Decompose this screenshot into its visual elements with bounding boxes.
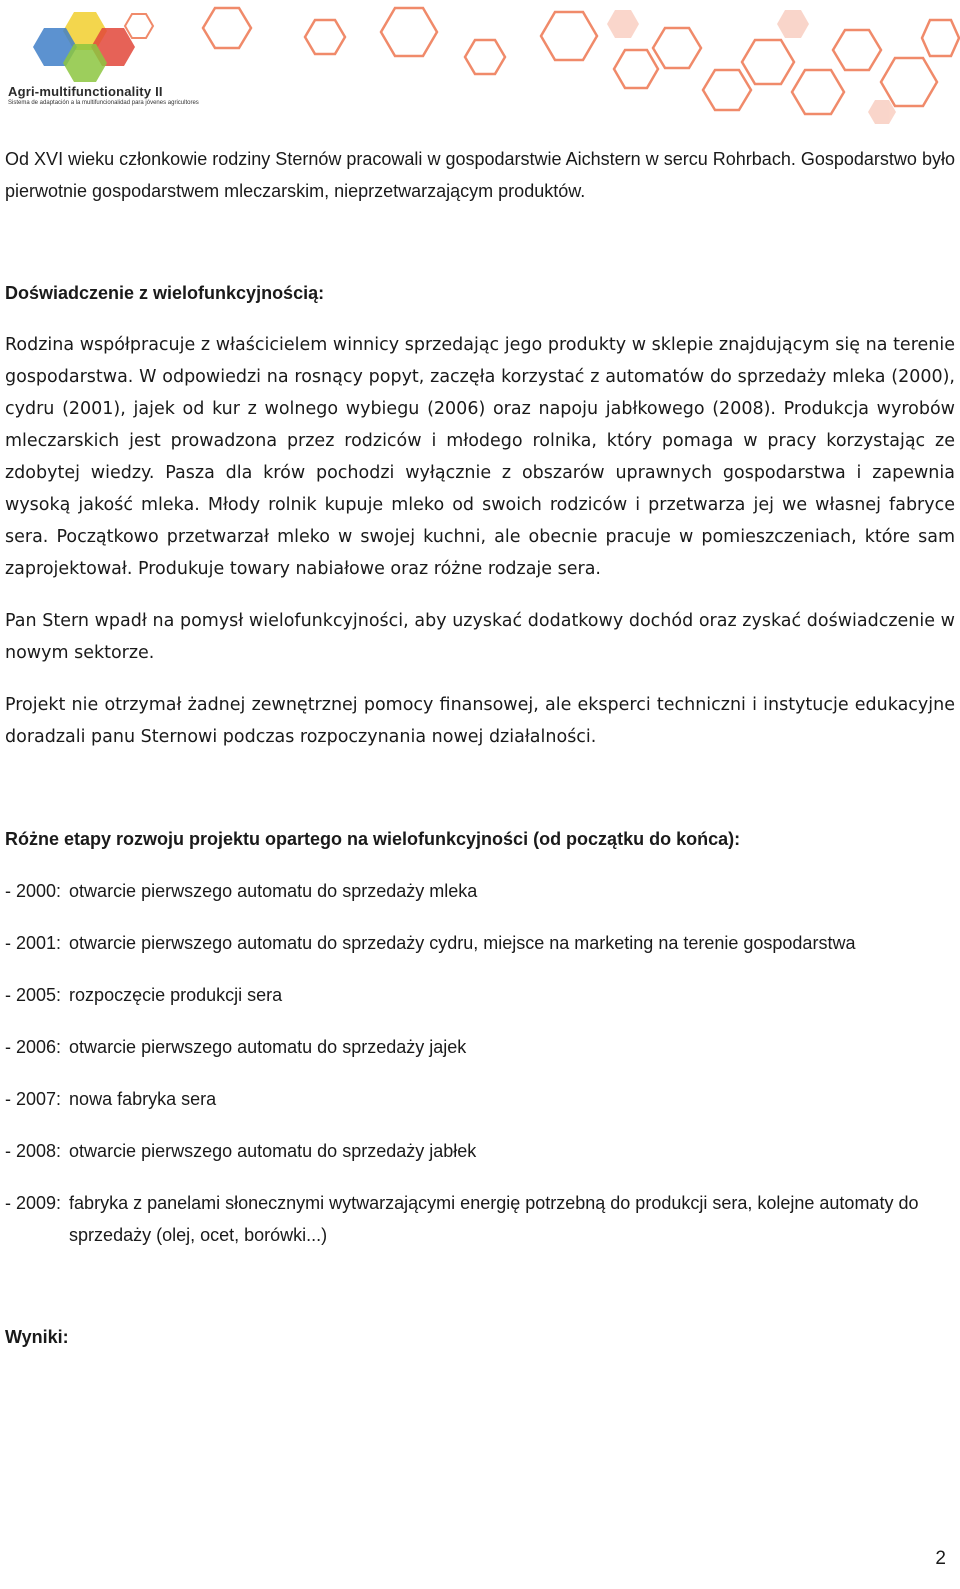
experience-paragraph-1: Rodzina współpracuje z właścicielem winnicy sprzedając jego produkty w sklepie znajdującym się na terenie gospodarstwa. W odpowiedzi na rosnący popyt, zaczęła korzystać z automatów do sprzedaży mleka (2000), cydru (2001), jajek od kur z wolnego wybiegu (2006) oraz napoju jabłkowego (2008). Produkcja wyrobów mleczarskich jest prowadzona przez rodziców i młodego rolnika, który pomaga w pracy korzystając ze zdobytej wiedzy. Pasza dla krów pochodzi wyłącznie z obszarów uprawnych gospodarstwa i zapewnia wysoką jakość mleka. Młody rolnik kupuje mleko od swoich rodziców i przetwarza jej we własnej fabryce sera. Początkowo przetwarzał mleko w swojej kuchni, ale obecnie pracuje w pomieszczeniach, które sam zaprojektował. Produkuje towary nabiałowe oraz różne rodzaje sera. <box>5 335 955 579</box>
experience-heading: Doświadczenie z wielofunkcyjnością: <box>5 283 325 303</box>
stage-year: - 2006: <box>5 1037 62 1057</box>
stage-item <box>5 875 955 907</box>
stage-text: otwarcie pierwszego automatu do sprzedaży jajek <box>69 1037 467 1057</box>
logo-tagline: Sistema de adaptación a la multifuncionalidad para jóvenes agricultores <box>8 100 199 106</box>
stage-year: - 2005: <box>5 985 62 1005</box>
stage-text: nowa fabryka sera <box>69 1089 217 1109</box>
stage-item <box>5 1031 955 1063</box>
agri-multifunctionality-logo <box>4 4 204 122</box>
stage-item <box>5 927 955 959</box>
logo-title: Agri-multifunctionality II <box>8 84 163 99</box>
stage-year: - 2000: <box>5 881 62 901</box>
stage-year: - 2008: <box>5 1141 62 1161</box>
page-header <box>0 0 960 125</box>
stage-text: fabryka z panelami słonecznymi wytwarzającymi energię potrzebną do produkcji sera, kolejne automaty do sprzedaży (olej, ocet, borówki...) <box>69 1193 919 1245</box>
experience-paragraph-2: Pan Stern wpadł na pomysł wielofunkcyjności, aby uzyskać dodatkowy dochód oraz zyskać doświadczenie w nowym sektorze. <box>5 611 955 663</box>
stage-year: - 2001: <box>5 933 62 953</box>
stage-text: otwarcie pierwszego automatu do sprzedaży jabłek <box>69 1141 477 1161</box>
stage-item <box>5 1083 955 1115</box>
decorative-hexagons-icon <box>195 0 960 125</box>
stage-item <box>5 1135 955 1167</box>
experience-paragraph-3: Projekt nie otrzymał żadnej zewnętrznej pomocy finansowej, ale eksperci techniczni i instytucje edukacyjne doradzali panu Sternowi podczas rozpoczynania nowej działalności. <box>5 695 955 747</box>
stage-text: otwarcie pierwszego automatu do sprzedaży mleka <box>69 881 478 901</box>
stage-item <box>5 979 955 1011</box>
stage-item <box>5 1187 955 1251</box>
stages-heading: Różne etapy rozwoju projektu opartego na wielofunkcyjności (od początku do końca): <box>5 829 741 849</box>
document-body <box>5 143 955 1353</box>
stage-year: - 2007: <box>5 1089 62 1109</box>
stage-year: - 2009: <box>5 1193 62 1213</box>
stage-text: rozpoczęcie produkcji sera <box>69 985 283 1005</box>
stage-text: otwarcie pierwszego automatu do sprzedaży cydru, miejsce na marketing na terenie gospodarstwa <box>69 933 856 953</box>
intro-paragraph: Od XVI wieku członkowie rodziny Sternów pracowali w gospodarstwie Aichstern w sercu Rohrbach. Gospodarstwo było pierwotnie gospodarstwem mleczarskim, nieprzetwarzającym produktów. <box>5 149 955 201</box>
page-number: 2 <box>935 1548 946 1569</box>
results-heading: Wyniki: <box>5 1327 69 1347</box>
